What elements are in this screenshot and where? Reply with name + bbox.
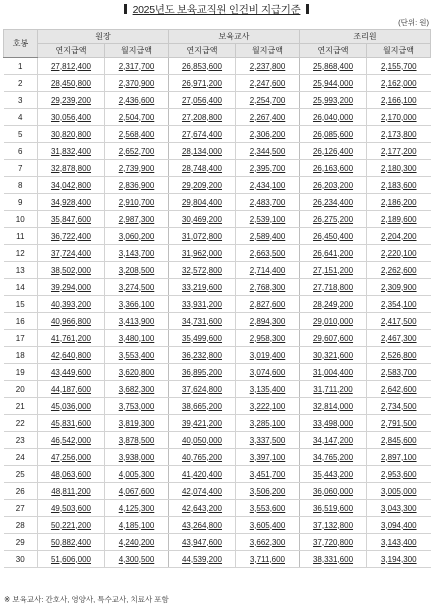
- director-annual-cell: 47,256,000: [38, 449, 105, 466]
- table-row: [4, 432, 431, 449]
- sub-header-monthly: 월지급액: [105, 44, 169, 58]
- teacher-monthly-cell: 3,019,400: [236, 347, 300, 364]
- director-monthly-cell: 2,739,900: [105, 160, 169, 177]
- table-row: [4, 330, 431, 347]
- grade-cell: 25: [4, 466, 38, 483]
- teacher-annual-cell: 27,674,400: [169, 126, 236, 143]
- cook-annual-cell: 25,944,000: [300, 75, 367, 92]
- cook-monthly-cell: 2,173,800: [367, 126, 431, 143]
- grade-cell: 28: [4, 517, 38, 534]
- grade-cell: 21: [4, 398, 38, 415]
- table-row: [4, 228, 431, 245]
- table-row: [4, 109, 431, 126]
- table-row: [4, 245, 431, 262]
- teacher-monthly-cell: 2,237,800: [236, 58, 300, 75]
- director-annual-cell: 38,502,000: [38, 262, 105, 279]
- table-row: [4, 517, 431, 534]
- table-row: [4, 534, 431, 551]
- table-row: [4, 313, 431, 330]
- director-annual-cell: 41,761,200: [38, 330, 105, 347]
- cook-annual-cell: 34,147,200: [300, 432, 367, 449]
- teacher-annual-cell: 32,572,800: [169, 262, 236, 279]
- cook-monthly-cell: 3,005,000: [367, 483, 431, 500]
- director-annual-cell: 30,056,400: [38, 109, 105, 126]
- cook-annual-cell: 26,234,400: [300, 194, 367, 211]
- grade-cell: 20: [4, 381, 38, 398]
- teacher-monthly-cell: 2,958,300: [236, 330, 300, 347]
- director-annual-cell: 35,847,600: [38, 211, 105, 228]
- title-bar-left: [124, 4, 127, 14]
- director-monthly-cell: 2,370,900: [105, 75, 169, 92]
- cook-annual-cell: 32,814,000: [300, 398, 367, 415]
- teacher-annual-cell: 42,074,400: [169, 483, 236, 500]
- director-annual-cell: 37,724,400: [38, 245, 105, 262]
- teacher-annual-cell: 30,469,200: [169, 211, 236, 228]
- director-monthly-cell: 4,185,100: [105, 517, 169, 534]
- cook-annual-cell: 26,085,600: [300, 126, 367, 143]
- cook-monthly-cell: 2,180,300: [367, 160, 431, 177]
- teacher-monthly-cell: 3,135,400: [236, 381, 300, 398]
- cook-monthly-cell: 2,526,800: [367, 347, 431, 364]
- cook-annual-cell: 28,249,200: [300, 296, 367, 313]
- teacher-annual-cell: 43,264,800: [169, 517, 236, 534]
- table-row: [4, 211, 431, 228]
- footnote: ※ 보육교사: 간호사, 영양사, 특수교사, 치료사 포함: [4, 595, 169, 604]
- cook-monthly-cell: 2,183,600: [367, 177, 431, 194]
- director-monthly-cell: 4,300,500: [105, 551, 169, 568]
- director-annual-cell: 49,503,600: [38, 500, 105, 517]
- cook-monthly-cell: 2,220,100: [367, 245, 431, 262]
- cook-annual-cell: 38,331,600: [300, 551, 367, 568]
- cook-monthly-cell: 2,897,100: [367, 449, 431, 466]
- director-annual-cell: 42,640,800: [38, 347, 105, 364]
- grade-cell: 8: [4, 177, 38, 194]
- grade-cell: 13: [4, 262, 38, 279]
- grade-cell: 30: [4, 551, 38, 568]
- director-monthly-cell: 3,620,800: [105, 364, 169, 381]
- teacher-annual-cell: 31,072,800: [169, 228, 236, 245]
- table-row: [4, 126, 431, 143]
- director-annual-cell: 28,450,800: [38, 75, 105, 92]
- sub-header-annual: 연지급액: [300, 44, 367, 58]
- table-row: [4, 551, 431, 568]
- cook-annual-cell: 37,132,800: [300, 517, 367, 534]
- cook-annual-cell: 29,010,000: [300, 313, 367, 330]
- teacher-monthly-cell: 3,711,600: [236, 551, 300, 568]
- grade-cell: 18: [4, 347, 38, 364]
- cook-annual-cell: 26,126,400: [300, 143, 367, 160]
- director-monthly-cell: 3,366,100: [105, 296, 169, 313]
- teacher-annual-cell: 39,421,200: [169, 415, 236, 432]
- cook-monthly-cell: 2,845,600: [367, 432, 431, 449]
- teacher-annual-cell: 29,804,400: [169, 194, 236, 211]
- grade-cell: 5: [4, 126, 38, 143]
- page-title: [0, 4, 433, 17]
- cook-annual-cell: 27,718,800: [300, 279, 367, 296]
- director-annual-cell: 46,542,000: [38, 432, 105, 449]
- cook-monthly-cell: 3,194,300: [367, 551, 431, 568]
- table-row: [4, 160, 431, 177]
- director-annual-cell: 32,878,800: [38, 160, 105, 177]
- teacher-annual-cell: 40,765,200: [169, 449, 236, 466]
- teacher-monthly-cell: 2,768,300: [236, 279, 300, 296]
- teacher-annual-cell: 31,962,000: [169, 245, 236, 262]
- cook-monthly-cell: 3,043,300: [367, 500, 431, 517]
- grade-cell: 14: [4, 279, 38, 296]
- cook-monthly-cell: 3,094,400: [367, 517, 431, 534]
- group-header-row: [4, 30, 431, 44]
- director-monthly-cell: 2,436,600: [105, 92, 169, 109]
- grade-cell: 26: [4, 483, 38, 500]
- director-annual-cell: 48,063,600: [38, 466, 105, 483]
- director-monthly-cell: 4,067,600: [105, 483, 169, 500]
- table-row: [4, 381, 431, 398]
- cook-annual-cell: 31,711,200: [300, 381, 367, 398]
- director-annual-cell: 30,820,800: [38, 126, 105, 143]
- grade-cell: 3: [4, 92, 38, 109]
- grade-cell: 2: [4, 75, 38, 92]
- director-monthly-cell: 3,413,900: [105, 313, 169, 330]
- sub-header-row: [4, 44, 431, 58]
- grade-cell: 1: [4, 58, 38, 75]
- grade-cell: 6: [4, 143, 38, 160]
- table-row: [4, 398, 431, 415]
- cook-monthly-cell: 2,262,600: [367, 262, 431, 279]
- cook-annual-cell: 33,498,000: [300, 415, 367, 432]
- teacher-monthly-cell: 2,344,500: [236, 143, 300, 160]
- grade-header: 호봉: [4, 30, 38, 58]
- cook-annual-cell: 35,443,200: [300, 466, 367, 483]
- teacher-monthly-cell: 2,894,300: [236, 313, 300, 330]
- cook-monthly-cell: 2,204,200: [367, 228, 431, 245]
- table-row: [4, 483, 431, 500]
- cook-monthly-cell: 3,143,400: [367, 534, 431, 551]
- director-monthly-cell: 2,317,700: [105, 58, 169, 75]
- teacher-annual-cell: 38,665,200: [169, 398, 236, 415]
- cook-annual-cell: 27,151,200: [300, 262, 367, 279]
- teacher-annual-cell: 29,209,200: [169, 177, 236, 194]
- director-monthly-cell: 3,878,500: [105, 432, 169, 449]
- teacher-annual-cell: 37,624,800: [169, 381, 236, 398]
- table-row: [4, 143, 431, 160]
- teacher-monthly-cell: 3,337,500: [236, 432, 300, 449]
- director-monthly-cell: 3,938,000: [105, 449, 169, 466]
- teacher-monthly-cell: 2,589,400: [236, 228, 300, 245]
- unit-label: (단위: 원): [398, 18, 429, 27]
- cook-annual-cell: 26,641,200: [300, 245, 367, 262]
- director-annual-cell: 29,239,200: [38, 92, 105, 109]
- teacher-annual-cell: 40,050,000: [169, 432, 236, 449]
- cook-annual-cell: 31,004,400: [300, 364, 367, 381]
- cook-monthly-cell: 2,162,000: [367, 75, 431, 92]
- sub-header-monthly: 월지급액: [367, 44, 431, 58]
- director-annual-cell: 39,294,000: [38, 279, 105, 296]
- grade-cell: 11: [4, 228, 38, 245]
- title-bar-right: [306, 4, 309, 14]
- cook-annual-cell: 26,163,600: [300, 160, 367, 177]
- teacher-annual-cell: 28,748,400: [169, 160, 236, 177]
- director-annual-cell: 36,722,400: [38, 228, 105, 245]
- teacher-annual-cell: 33,219,600: [169, 279, 236, 296]
- cook-annual-cell: 25,993,200: [300, 92, 367, 109]
- cook-annual-cell: 36,519,600: [300, 500, 367, 517]
- teacher-monthly-cell: 2,663,500: [236, 245, 300, 262]
- director-monthly-cell: 3,060,200: [105, 228, 169, 245]
- director-monthly-cell: 2,910,700: [105, 194, 169, 211]
- table-row: [4, 347, 431, 364]
- director-monthly-cell: 2,652,700: [105, 143, 169, 160]
- cook-monthly-cell: 2,177,200: [367, 143, 431, 160]
- teacher-monthly-cell: 2,714,400: [236, 262, 300, 279]
- teacher-monthly-cell: 3,605,400: [236, 517, 300, 534]
- teacher-monthly-cell: 2,395,700: [236, 160, 300, 177]
- cook-monthly-cell: 2,189,600: [367, 211, 431, 228]
- teacher-monthly-cell: 3,451,700: [236, 466, 300, 483]
- sub-header-monthly: 월지급액: [236, 44, 300, 58]
- director-annual-cell: 40,966,800: [38, 313, 105, 330]
- director-monthly-cell: 4,005,300: [105, 466, 169, 483]
- teacher-monthly-cell: 2,306,200: [236, 126, 300, 143]
- director-monthly-cell: 3,208,500: [105, 262, 169, 279]
- grade-cell: 22: [4, 415, 38, 432]
- grade-cell: 24: [4, 449, 38, 466]
- grade-cell: 27: [4, 500, 38, 517]
- grade-cell: 19: [4, 364, 38, 381]
- director-annual-cell: 27,812,400: [38, 58, 105, 75]
- director-annual-cell: 43,449,600: [38, 364, 105, 381]
- teacher-annual-cell: 26,971,200: [169, 75, 236, 92]
- director-monthly-cell: 2,504,700: [105, 109, 169, 126]
- director-monthly-cell: 2,987,300: [105, 211, 169, 228]
- teacher-annual-cell: 36,895,200: [169, 364, 236, 381]
- cook-monthly-cell: 2,791,500: [367, 415, 431, 432]
- cook-monthly-cell: 2,186,200: [367, 194, 431, 211]
- teacher-monthly-cell: 2,483,700: [236, 194, 300, 211]
- teacher-monthly-cell: 3,662,300: [236, 534, 300, 551]
- table-row: [4, 296, 431, 313]
- teacher-monthly-cell: 2,254,700: [236, 92, 300, 109]
- cook-annual-cell: 29,607,600: [300, 330, 367, 347]
- cook-monthly-cell: 2,309,900: [367, 279, 431, 296]
- director-monthly-cell: 3,274,500: [105, 279, 169, 296]
- teacher-annual-cell: 41,420,400: [169, 466, 236, 483]
- table-row: [4, 466, 431, 483]
- grade-cell: 4: [4, 109, 38, 126]
- table-row: [4, 75, 431, 92]
- cook-monthly-cell: 2,155,700: [367, 58, 431, 75]
- teacher-annual-cell: 43,947,600: [169, 534, 236, 551]
- grade-cell: 12: [4, 245, 38, 262]
- teacher-monthly-cell: 3,397,100: [236, 449, 300, 466]
- teacher-monthly-cell: 3,222,100: [236, 398, 300, 415]
- director-monthly-cell: 3,553,400: [105, 347, 169, 364]
- cook-annual-cell: 26,040,000: [300, 109, 367, 126]
- grade-cell: 23: [4, 432, 38, 449]
- teacher-annual-cell: 26,853,600: [169, 58, 236, 75]
- teacher-monthly-cell: 2,247,600: [236, 75, 300, 92]
- cook-monthly-cell: 2,583,700: [367, 364, 431, 381]
- table-row: [4, 177, 431, 194]
- cook-monthly-cell: 2,417,500: [367, 313, 431, 330]
- teacher-annual-cell: 42,643,200: [169, 500, 236, 517]
- teacher-monthly-cell: 2,827,600: [236, 296, 300, 313]
- director-annual-cell: 31,832,400: [38, 143, 105, 160]
- teacher-annual-cell: 27,208,800: [169, 109, 236, 126]
- cook-monthly-cell: 2,170,000: [367, 109, 431, 126]
- table-row: [4, 500, 431, 517]
- cook-monthly-cell: 2,166,100: [367, 92, 431, 109]
- cook-annual-cell: 25,868,400: [300, 58, 367, 75]
- table-row: [4, 262, 431, 279]
- table-row: [4, 194, 431, 211]
- director-annual-cell: 34,928,400: [38, 194, 105, 211]
- cook-annual-cell: 26,450,400: [300, 228, 367, 245]
- cook-annual-cell: 37,720,800: [300, 534, 367, 551]
- teacher-annual-cell: 36,232,800: [169, 347, 236, 364]
- director-annual-cell: 44,187,600: [38, 381, 105, 398]
- director-monthly-cell: 4,240,200: [105, 534, 169, 551]
- salary-table: [3, 29, 431, 568]
- director-monthly-cell: 2,568,400: [105, 126, 169, 143]
- teacher-monthly-cell: 2,267,400: [236, 109, 300, 126]
- grade-cell: 9: [4, 194, 38, 211]
- director-monthly-cell: 3,143,700: [105, 245, 169, 262]
- grade-cell: 15: [4, 296, 38, 313]
- teacher-monthly-cell: 2,539,100: [236, 211, 300, 228]
- grade-cell: 10: [4, 211, 38, 228]
- cook-monthly-cell: 2,467,300: [367, 330, 431, 347]
- table-row: [4, 449, 431, 466]
- cook-annual-cell: 34,765,200: [300, 449, 367, 466]
- cook-monthly-cell: 2,953,600: [367, 466, 431, 483]
- teacher-annual-cell: 28,134,000: [169, 143, 236, 160]
- director-annual-cell: 50,882,400: [38, 534, 105, 551]
- teacher-monthly-cell: 3,074,600: [236, 364, 300, 381]
- cook-annual-cell: 36,060,000: [300, 483, 367, 500]
- teacher-annual-cell: 44,539,200: [169, 551, 236, 568]
- director-monthly-cell: 2,836,900: [105, 177, 169, 194]
- teacher-monthly-cell: 2,434,100: [236, 177, 300, 194]
- cook-monthly-cell: 2,354,100: [367, 296, 431, 313]
- teacher-monthly-cell: 3,506,200: [236, 483, 300, 500]
- teacher-annual-cell: 33,931,200: [169, 296, 236, 313]
- teacher-annual-cell: 35,499,600: [169, 330, 236, 347]
- teacher-annual-cell: 27,056,400: [169, 92, 236, 109]
- teacher-annual-cell: 34,731,600: [169, 313, 236, 330]
- group-header-teacher: 보육교사: [169, 30, 300, 44]
- sub-header-annual: 연지급액: [38, 44, 105, 58]
- cook-annual-cell: 26,203,200: [300, 177, 367, 194]
- director-annual-cell: 34,042,800: [38, 177, 105, 194]
- director-annual-cell: 50,221,200: [38, 517, 105, 534]
- cook-annual-cell: 30,321,600: [300, 347, 367, 364]
- table-row: [4, 415, 431, 432]
- grade-cell: 29: [4, 534, 38, 551]
- title-text: 2025년도 보육교직원 인건비 지급기준: [132, 4, 301, 16]
- director-annual-cell: 51,606,000: [38, 551, 105, 568]
- group-header-cook: 조리원: [300, 30, 431, 44]
- director-monthly-cell: 3,682,300: [105, 381, 169, 398]
- cook-annual-cell: 26,275,200: [300, 211, 367, 228]
- sub-header-annual: 연지급액: [169, 44, 236, 58]
- director-monthly-cell: 3,480,100: [105, 330, 169, 347]
- cook-monthly-cell: 2,642,600: [367, 381, 431, 398]
- director-monthly-cell: 3,819,300: [105, 415, 169, 432]
- cook-monthly-cell: 2,734,500: [367, 398, 431, 415]
- grade-cell: 16: [4, 313, 38, 330]
- director-monthly-cell: 3,753,000: [105, 398, 169, 415]
- group-header-director: 원장: [38, 30, 169, 44]
- table-body: [4, 58, 431, 568]
- director-annual-cell: 40,393,200: [38, 296, 105, 313]
- grade-cell: 7: [4, 160, 38, 177]
- table-row: [4, 279, 431, 296]
- table-row: [4, 92, 431, 109]
- director-annual-cell: 45,036,000: [38, 398, 105, 415]
- director-annual-cell: 45,831,600: [38, 415, 105, 432]
- director-monthly-cell: 4,125,300: [105, 500, 169, 517]
- director-annual-cell: 48,811,200: [38, 483, 105, 500]
- grade-cell: 17: [4, 330, 38, 347]
- teacher-monthly-cell: 3,285,100: [236, 415, 300, 432]
- teacher-monthly-cell: 3,553,600: [236, 500, 300, 517]
- table-row: [4, 58, 431, 75]
- table-row: [4, 364, 431, 381]
